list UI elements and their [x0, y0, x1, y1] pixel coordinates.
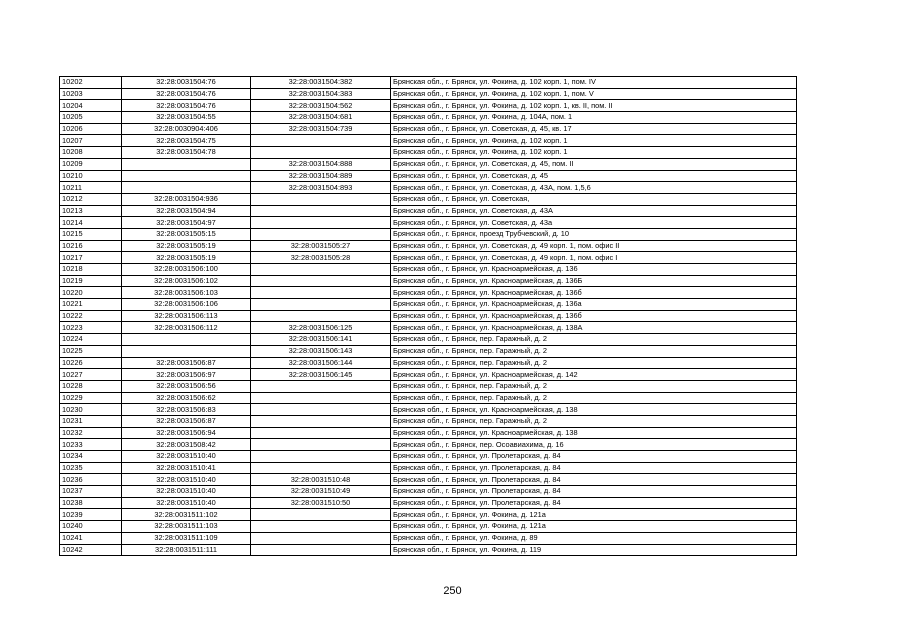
parcel-cadastral-number-cell: 32:28:0031504:76 — [122, 88, 251, 100]
table-row — [60, 170, 797, 182]
table-row — [60, 544, 797, 556]
table-row — [60, 497, 797, 509]
address-cell: Брянская обл., г. Брянск, ул. Пролетарская, д. 84 — [391, 497, 797, 509]
record-number-cell: 10202 — [60, 77, 122, 89]
address-cell: Брянская обл., г. Брянск, ул. Пролетарская, д. 84 — [391, 474, 797, 486]
table-row — [60, 345, 797, 357]
record-number-cell: 10215 — [60, 228, 122, 240]
parcel-cadastral-number-cell: 32:28:0030904:406 — [122, 123, 251, 135]
record-number-cell: 10241 — [60, 532, 122, 544]
table-row — [60, 439, 797, 451]
table-row — [60, 299, 797, 311]
object-cadastral-number-cell: 32:28:0031504:893 — [251, 182, 391, 194]
table-row — [60, 135, 797, 147]
object-cadastral-number-cell — [251, 451, 391, 463]
address-cell: Брянская обл., г. Брянск, ул. Красноармейская, д. 136Б — [391, 275, 797, 287]
registry-table — [59, 76, 797, 556]
parcel-cadastral-number-cell: 32:28:0031511:102 — [122, 509, 251, 521]
parcel-cadastral-number-cell: 32:28:0031504:75 — [122, 135, 251, 147]
table-row — [60, 275, 797, 287]
parcel-cadastral-number-cell — [122, 345, 251, 357]
object-cadastral-number-cell — [251, 287, 391, 299]
parcel-cadastral-number-cell: 32:28:0031506:87 — [122, 357, 251, 369]
object-cadastral-number-cell: 32:28:0031510:50 — [251, 497, 391, 509]
object-cadastral-number-cell: 32:28:0031506:144 — [251, 357, 391, 369]
parcel-cadastral-number-cell: 32:28:0031506:103 — [122, 287, 251, 299]
object-cadastral-number-cell: 32:28:0031506:145 — [251, 369, 391, 381]
address-cell: Брянская обл., г. Брянск, ул. Пролетарская, д. 84 — [391, 451, 797, 463]
parcel-cadastral-number-cell — [122, 334, 251, 346]
address-cell: Брянская обл., г. Брянск, ул. Фокина, д. 121а — [391, 521, 797, 533]
address-cell: Брянская обл., г. Брянск, ул. Фокина, д. 102 корп. 1, пом. IV — [391, 77, 797, 89]
parcel-cadastral-number-cell: 32:28:0031506:106 — [122, 299, 251, 311]
address-cell: Брянская обл., г. Брянск, пер. Гаражный, д. 2 — [391, 380, 797, 392]
object-cadastral-number-cell — [251, 427, 391, 439]
address-cell: Брянская обл., г. Брянск, ул. Советская, д. 43а — [391, 217, 797, 229]
table-row — [60, 310, 797, 322]
object-cadastral-number-cell — [251, 310, 391, 322]
parcel-cadastral-number-cell: 32:28:0031504:76 — [122, 77, 251, 89]
table-row — [60, 77, 797, 89]
parcel-cadastral-number-cell: 32:28:0031506:62 — [122, 392, 251, 404]
parcel-cadastral-number-cell: 32:28:0031506:100 — [122, 264, 251, 276]
address-cell: Брянская обл., г. Брянск, проезд Трубчевский, д. 10 — [391, 228, 797, 240]
address-cell: Брянская обл., г. Брянск, ул. Советская, д. 45 — [391, 170, 797, 182]
table-row — [60, 392, 797, 404]
object-cadastral-number-cell — [251, 135, 391, 147]
record-number-cell: 10211 — [60, 182, 122, 194]
table-row — [60, 532, 797, 544]
table-row — [60, 147, 797, 159]
parcel-cadastral-number-cell: 32:28:0031505:19 — [122, 240, 251, 252]
table-row — [60, 380, 797, 392]
address-cell: Брянская обл., г. Брянск, пер. Осоавиахима, д. 16 — [391, 439, 797, 451]
address-cell: Брянская обл., г. Брянск, ул. Фокина, д. 102 корп. 1, кв. II, пом. II — [391, 100, 797, 112]
object-cadastral-number-cell: 32:28:0031506:141 — [251, 334, 391, 346]
object-cadastral-number-cell — [251, 404, 391, 416]
object-cadastral-number-cell: 32:28:0031506:143 — [251, 345, 391, 357]
address-cell: Брянская обл., г. Брянск, ул. Советская, д. 45, пом. II — [391, 158, 797, 170]
record-number-cell: 10209 — [60, 158, 122, 170]
object-cadastral-number-cell: 32:28:0031510:49 — [251, 486, 391, 498]
record-number-cell: 10229 — [60, 392, 122, 404]
record-number-cell: 10242 — [60, 544, 122, 556]
parcel-cadastral-number-cell: 32:28:0031510:40 — [122, 474, 251, 486]
table-row — [60, 123, 797, 135]
record-number-cell: 10221 — [60, 299, 122, 311]
object-cadastral-number-cell: 32:28:0031504:562 — [251, 100, 391, 112]
record-number-cell: 10237 — [60, 486, 122, 498]
parcel-cadastral-number-cell: 32:28:0031510:40 — [122, 486, 251, 498]
object-cadastral-number-cell — [251, 532, 391, 544]
address-cell: Брянская обл., г. Брянск, ул. Фокина, д. 121а — [391, 509, 797, 521]
object-cadastral-number-cell — [251, 462, 391, 474]
address-cell: Брянская обл., г. Брянск, пер. Гаражный, д. 2 — [391, 345, 797, 357]
table-row — [60, 100, 797, 112]
object-cadastral-number-cell: 32:28:0031505:27 — [251, 240, 391, 252]
address-cell: Брянская обл., г. Брянск, ул. Фокина, д. 102 корп. 1, пом. V — [391, 88, 797, 100]
address-cell: Брянская обл., г. Брянск, ул. Фокина, д. 102 корп. 1 — [391, 135, 797, 147]
address-cell: Брянская обл., г. Брянск, пер. Гаражный, д. 2 — [391, 357, 797, 369]
record-number-cell: 10226 — [60, 357, 122, 369]
address-cell: Брянская обл., г. Брянск, ул. Пролетарская, д. 84 — [391, 462, 797, 474]
object-cadastral-number-cell — [251, 380, 391, 392]
table-row — [60, 369, 797, 381]
table-row — [60, 112, 797, 124]
address-cell: Брянская обл., г. Брянск, ул. Красноармейская, д. 138А — [391, 322, 797, 334]
parcel-cadastral-number-cell: 32:28:0031506:112 — [122, 322, 251, 334]
address-cell: Брянская обл., г. Брянск, ул. Пролетарская, д. 84 — [391, 486, 797, 498]
table-row — [60, 205, 797, 217]
table-row — [60, 404, 797, 416]
table-row — [60, 182, 797, 194]
object-cadastral-number-cell: 32:28:0031510:48 — [251, 474, 391, 486]
record-number-cell: 10231 — [60, 415, 122, 427]
record-number-cell: 10240 — [60, 521, 122, 533]
table-row — [60, 415, 797, 427]
table-row — [60, 486, 797, 498]
table-row — [60, 357, 797, 369]
address-cell: Брянская обл., г. Брянск, ул. Красноармейская, д. 142 — [391, 369, 797, 381]
object-cadastral-number-cell — [251, 217, 391, 229]
object-cadastral-number-cell — [251, 509, 391, 521]
record-number-cell: 10222 — [60, 310, 122, 322]
parcel-cadastral-number-cell: 32:28:0031504:78 — [122, 147, 251, 159]
record-number-cell: 10235 — [60, 462, 122, 474]
address-cell: Брянская обл., г. Брянск, ул. Советская, д. 45, кв. 17 — [391, 123, 797, 135]
record-number-cell: 10214 — [60, 217, 122, 229]
parcel-cadastral-number-cell — [122, 170, 251, 182]
parcel-cadastral-number-cell: 32:28:0031510:41 — [122, 462, 251, 474]
record-number-cell: 10212 — [60, 193, 122, 205]
parcel-cadastral-number-cell: 32:28:0031511:109 — [122, 532, 251, 544]
page-number: 250 — [443, 585, 462, 597]
table-row — [60, 322, 797, 334]
object-cadastral-number-cell: 32:28:0031504:681 — [251, 112, 391, 124]
object-cadastral-number-cell — [251, 392, 391, 404]
address-cell: Брянская обл., г. Брянск, ул. Советская, — [391, 193, 797, 205]
table-row — [60, 451, 797, 463]
record-number-cell: 10210 — [60, 170, 122, 182]
address-cell: Брянская обл., г. Брянск, пер. Гаражный, д. 2 — [391, 392, 797, 404]
record-number-cell: 10232 — [60, 427, 122, 439]
address-cell: Брянская обл., г. Брянск, пер. Гаражный, д. 2 — [391, 415, 797, 427]
address-cell: Брянская обл., г. Брянск, ул. Советская, д. 49 корп. 1, пом. офис II — [391, 240, 797, 252]
object-cadastral-number-cell — [251, 228, 391, 240]
address-cell: Брянская обл., г. Брянск, ул. Красноармейская, д. 138 — [391, 427, 797, 439]
registry-table-body — [60, 77, 797, 556]
address-cell: Брянская обл., г. Брянск, ул. Красноармейская, д. 136б — [391, 310, 797, 322]
address-cell: Брянская обл., г. Брянск, ул. Красноармейская, д. 136 — [391, 264, 797, 276]
object-cadastral-number-cell — [251, 147, 391, 159]
record-number-cell: 10234 — [60, 451, 122, 463]
object-cadastral-number-cell — [251, 205, 391, 217]
table-row — [60, 264, 797, 276]
parcel-cadastral-number-cell: 32:28:0031506:56 — [122, 380, 251, 392]
parcel-cadastral-number-cell: 32:28:0031505:19 — [122, 252, 251, 264]
record-number-cell: 10218 — [60, 264, 122, 276]
table-row — [60, 158, 797, 170]
table-row — [60, 240, 797, 252]
record-number-cell: 10239 — [60, 509, 122, 521]
object-cadastral-number-cell — [251, 193, 391, 205]
table-row — [60, 521, 797, 533]
object-cadastral-number-cell — [251, 299, 391, 311]
object-cadastral-number-cell — [251, 544, 391, 556]
record-number-cell: 10236 — [60, 474, 122, 486]
address-cell: Брянская обл., г. Брянск, ул. Советская, д. 49 корп. 1, пом. офис I — [391, 252, 797, 264]
table-row — [60, 217, 797, 229]
object-cadastral-number-cell — [251, 439, 391, 451]
address-cell: Брянская обл., г. Брянск, ул. Фокина, д. 119 — [391, 544, 797, 556]
table-row — [60, 88, 797, 100]
record-number-cell: 10238 — [60, 497, 122, 509]
parcel-cadastral-number-cell: 32:28:0031504:76 — [122, 100, 251, 112]
address-cell: Брянская обл., г. Брянск, ул. Красноармейская, д. 136а — [391, 299, 797, 311]
table-row — [60, 193, 797, 205]
parcel-cadastral-number-cell: 32:28:0031506:94 — [122, 427, 251, 439]
record-number-cell: 10227 — [60, 369, 122, 381]
parcel-cadastral-number-cell: 32:28:0031505:15 — [122, 228, 251, 240]
record-number-cell: 10205 — [60, 112, 122, 124]
parcel-cadastral-number-cell — [122, 182, 251, 194]
record-number-cell: 10230 — [60, 404, 122, 416]
record-number-cell: 10223 — [60, 322, 122, 334]
parcel-cadastral-number-cell: 32:28:0031504:97 — [122, 217, 251, 229]
table-row — [60, 462, 797, 474]
record-number-cell: 10208 — [60, 147, 122, 159]
object-cadastral-number-cell: 32:28:0031504:739 — [251, 123, 391, 135]
table-row — [60, 334, 797, 346]
address-cell: Брянская обл., г. Брянск, ул. Фокина, д. 89 — [391, 532, 797, 544]
record-number-cell: 10206 — [60, 123, 122, 135]
object-cadastral-number-cell — [251, 264, 391, 276]
record-number-cell: 10224 — [60, 334, 122, 346]
parcel-cadastral-number-cell: 32:28:0031510:40 — [122, 497, 251, 509]
parcel-cadastral-number-cell: 32:28:0031508:42 — [122, 439, 251, 451]
record-number-cell: 10203 — [60, 88, 122, 100]
address-cell: Брянская обл., г. Брянск, ул. Фокина, д. 102 корп. 1 — [391, 147, 797, 159]
parcel-cadastral-number-cell: 32:28:0031504:94 — [122, 205, 251, 217]
address-cell: Брянская обл., г. Брянск, ул. Советская, д. 43А — [391, 205, 797, 217]
object-cadastral-number-cell — [251, 275, 391, 287]
table-row — [60, 474, 797, 486]
record-number-cell: 10216 — [60, 240, 122, 252]
parcel-cadastral-number-cell — [122, 158, 251, 170]
table-row — [60, 228, 797, 240]
parcel-cadastral-number-cell: 32:28:0031506:87 — [122, 415, 251, 427]
table-row — [60, 509, 797, 521]
parcel-cadastral-number-cell: 32:28:0031506:113 — [122, 310, 251, 322]
parcel-cadastral-number-cell: 32:28:0031511:103 — [122, 521, 251, 533]
object-cadastral-number-cell: 32:28:0031504:383 — [251, 88, 391, 100]
address-cell: Брянская обл., г. Брянск, ул. Красноармейская, д. 136б — [391, 287, 797, 299]
parcel-cadastral-number-cell: 32:28:0031511:111 — [122, 544, 251, 556]
table-row — [60, 252, 797, 264]
table-row — [60, 287, 797, 299]
address-cell: Брянская обл., г. Брянск, пер. Гаражный, д. 2 — [391, 334, 797, 346]
record-number-cell: 10213 — [60, 205, 122, 217]
parcel-cadastral-number-cell: 32:28:0031506:83 — [122, 404, 251, 416]
object-cadastral-number-cell: 32:28:0031506:125 — [251, 322, 391, 334]
address-cell: Брянская обл., г. Брянск, ул. Фокина, д. 104А, пом. 1 — [391, 112, 797, 124]
parcel-cadastral-number-cell: 32:28:0031504:55 — [122, 112, 251, 124]
table-row — [60, 427, 797, 439]
address-cell: Брянская обл., г. Брянск, ул. Советская, д. 43А, пом. 1,5,6 — [391, 182, 797, 194]
object-cadastral-number-cell — [251, 415, 391, 427]
record-number-cell: 10233 — [60, 439, 122, 451]
record-number-cell: 10219 — [60, 275, 122, 287]
object-cadastral-number-cell: 32:28:0031504:382 — [251, 77, 391, 89]
address-cell: Брянская обл., г. Брянск, ул. Красноармейская, д. 138 — [391, 404, 797, 416]
parcel-cadastral-number-cell: 32:28:0031506:97 — [122, 369, 251, 381]
object-cadastral-number-cell — [251, 521, 391, 533]
record-number-cell: 10225 — [60, 345, 122, 357]
record-number-cell: 10207 — [60, 135, 122, 147]
parcel-cadastral-number-cell: 32:28:0031506:102 — [122, 275, 251, 287]
object-cadastral-number-cell: 32:28:0031504:889 — [251, 170, 391, 182]
record-number-cell: 10220 — [60, 287, 122, 299]
record-number-cell: 10228 — [60, 380, 122, 392]
record-number-cell: 10204 — [60, 100, 122, 112]
parcel-cadastral-number-cell: 32:28:0031504:936 — [122, 193, 251, 205]
object-cadastral-number-cell: 32:28:0031504:888 — [251, 158, 391, 170]
object-cadastral-number-cell: 32:28:0031505:28 — [251, 252, 391, 264]
record-number-cell: 10217 — [60, 252, 122, 264]
parcel-cadastral-number-cell: 32:28:0031510:40 — [122, 451, 251, 463]
